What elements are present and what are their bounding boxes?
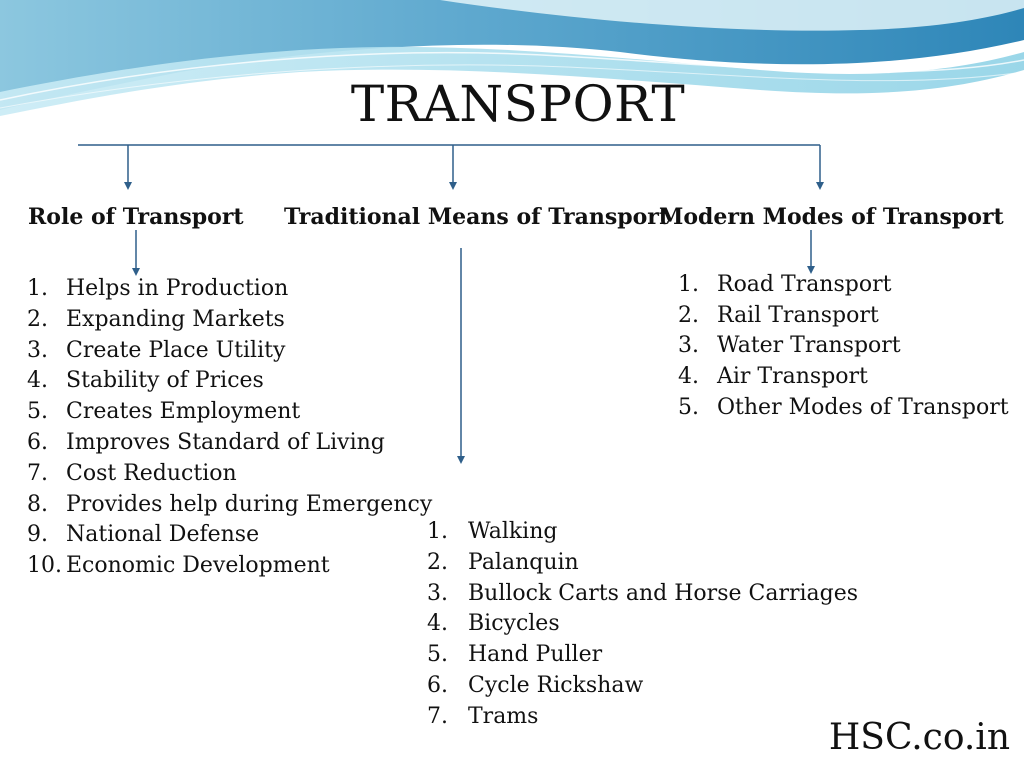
item-text: Cost Reduction <box>66 460 237 486</box>
item-text: Improves Standard of Living <box>66 429 385 455</box>
item-number: 10. <box>27 553 62 579</box>
heading-modern-modes: Modern Modes of Transport <box>659 204 1004 230</box>
list-item <box>427 548 858 579</box>
item-text: Economic Development <box>66 553 330 579</box>
item-text: Palanquin <box>468 549 579 575</box>
list-item <box>678 301 1009 332</box>
list-item <box>27 551 432 582</box>
item-text: National Defense <box>66 522 260 548</box>
item-number: 1. <box>427 519 448 544</box>
list-item <box>27 336 432 367</box>
item-text: Provides help during Emergency <box>66 491 433 517</box>
item-text: Hand Puller <box>468 642 603 668</box>
list-item <box>27 520 432 551</box>
list-item <box>27 490 432 521</box>
item-number: 6. <box>427 672 448 698</box>
list-item <box>678 362 1009 393</box>
list-role-of-transport <box>27 274 432 582</box>
item-number: 4. <box>678 364 699 390</box>
item-number: 2. <box>27 306 48 332</box>
item-number: 9. <box>27 522 48 548</box>
item-number: 3. <box>27 337 48 363</box>
page-title: TRANSPORT <box>350 75 686 133</box>
item-text: Other Modes of Transport <box>717 394 1009 420</box>
item-number: 5. <box>427 642 448 668</box>
item-number: 7. <box>427 703 448 729</box>
item-text: Create Place Utility <box>66 337 286 363</box>
list-item <box>27 366 432 397</box>
heading-role-of-transport: Role of Transport <box>28 204 244 230</box>
list-item <box>27 459 432 490</box>
list-item <box>27 305 432 336</box>
item-number: 8. <box>27 491 48 517</box>
item-number: 5. <box>678 394 699 420</box>
list-traditional-means <box>427 517 858 733</box>
item-text: Water Transport <box>717 333 901 359</box>
item-number: 3. <box>678 333 699 359</box>
item-number: 4. <box>27 368 48 394</box>
item-text: Cycle Rickshaw <box>468 672 644 698</box>
item-number: 6. <box>27 429 48 455</box>
item-text: Bullock Carts and Horse Carriages <box>468 580 859 606</box>
list-item <box>27 397 432 428</box>
list-modern-modes <box>678 270 1009 423</box>
list-item <box>427 609 858 640</box>
list-item <box>427 640 858 671</box>
item-text: Air Transport <box>717 364 868 390</box>
item-number: 7. <box>27 460 48 486</box>
item-text: Helps in Production <box>66 276 289 301</box>
heading-traditional-means: Traditional Means of Transport <box>284 204 670 230</box>
item-number: 1. <box>678 272 699 297</box>
list-item <box>427 671 858 702</box>
item-number: 4. <box>427 611 448 637</box>
item-text: Expanding Markets <box>66 306 285 332</box>
list-item <box>27 428 432 459</box>
item-text: Road Transport <box>717 272 892 297</box>
list-item <box>27 274 432 305</box>
list-item <box>427 702 858 733</box>
item-text: Trams <box>468 703 539 729</box>
list-item <box>427 517 858 548</box>
item-text: Bicycles <box>468 611 560 637</box>
list-item <box>678 331 1009 362</box>
item-number: 2. <box>427 549 448 575</box>
item-number: 2. <box>678 302 699 328</box>
list-item <box>678 270 1009 301</box>
item-text: Rail Transport <box>717 302 879 328</box>
site-watermark: HSC.co.in <box>828 717 1010 758</box>
list-item <box>427 579 858 610</box>
item-number: 3. <box>427 580 448 606</box>
item-text: Stability of Prices <box>66 368 264 394</box>
item-text: Walking <box>468 519 558 544</box>
item-number: 5. <box>27 399 48 425</box>
list-item <box>678 393 1009 424</box>
item-text: Creates Employment <box>66 399 301 425</box>
item-number: 1. <box>27 276 48 301</box>
